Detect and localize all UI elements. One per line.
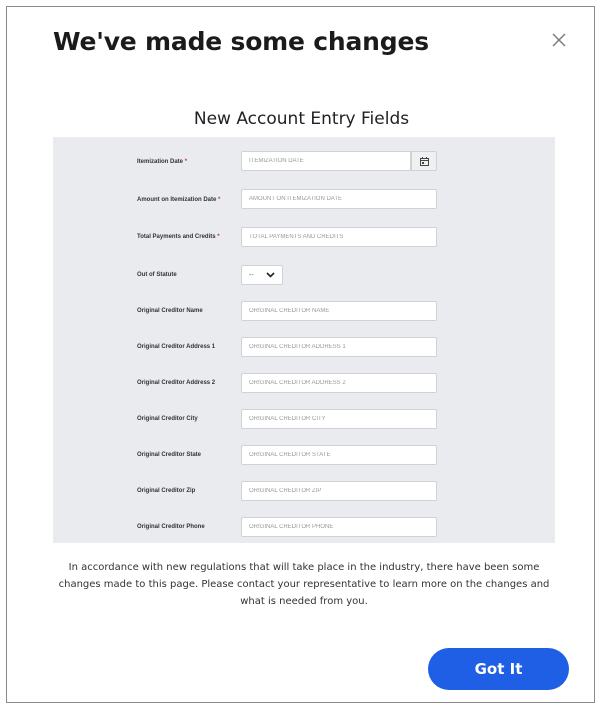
field-label: Original Creditor City: [137, 416, 198, 422]
required-marker: *: [217, 234, 220, 240]
changes-modal: [6, 6, 595, 703]
creditor-name-input[interactable]: [241, 301, 437, 321]
field-label: Itemization Date: [137, 159, 184, 165]
amount-itemization-input[interactable]: [241, 189, 437, 209]
required-marker: *: [218, 197, 221, 203]
select-value: --: [249, 271, 254, 279]
field-label: Total Payments and Credits: [137, 234, 216, 240]
field-label: Original Creditor Address 1: [137, 344, 216, 350]
close-icon[interactable]: [550, 31, 568, 49]
itemization-date-input[interactable]: [241, 151, 411, 171]
calendar-icon: [420, 157, 429, 166]
field-label: Original Creditor Address 2: [137, 380, 216, 386]
field-label: Original Creditor Name: [137, 308, 203, 314]
creditor-city-input[interactable]: [241, 409, 437, 429]
field-label: Amount on Itemization Date: [137, 197, 217, 203]
creditor-phone-input[interactable]: [241, 517, 437, 537]
form-section-title: New Account Entry Fields: [193, 109, 410, 129]
required-marker: *: [184, 159, 188, 165]
got-it-button[interactable]: Got It: [428, 648, 569, 690]
field-label: Original Creditor Phone: [137, 524, 205, 530]
modal-title: We've made some changes: [53, 27, 429, 56]
account-entry-form: [53, 137, 555, 543]
field-label: Original Creditor Zip: [137, 488, 196, 494]
creditor-address-2-input[interactable]: [241, 373, 437, 393]
creditor-zip-input[interactable]: [241, 481, 437, 501]
total-payments-input[interactable]: [241, 227, 437, 247]
chevron-down-icon: [266, 271, 275, 279]
creditor-address-1-input[interactable]: [241, 337, 437, 357]
creditor-state-input[interactable]: [241, 445, 437, 465]
field-label: Original Creditor State: [137, 452, 202, 458]
regulation-notice: In accordance with new regulations that will take place in the industry, there have been some changes made to this page. Please contact your representative to learn more on the changes and what is needed from you.: [58, 562, 550, 607]
date-picker-button[interactable]: [411, 151, 437, 171]
field-label: Out of Statute: [137, 272, 177, 278]
out-of-statute-select[interactable]: [241, 265, 283, 285]
